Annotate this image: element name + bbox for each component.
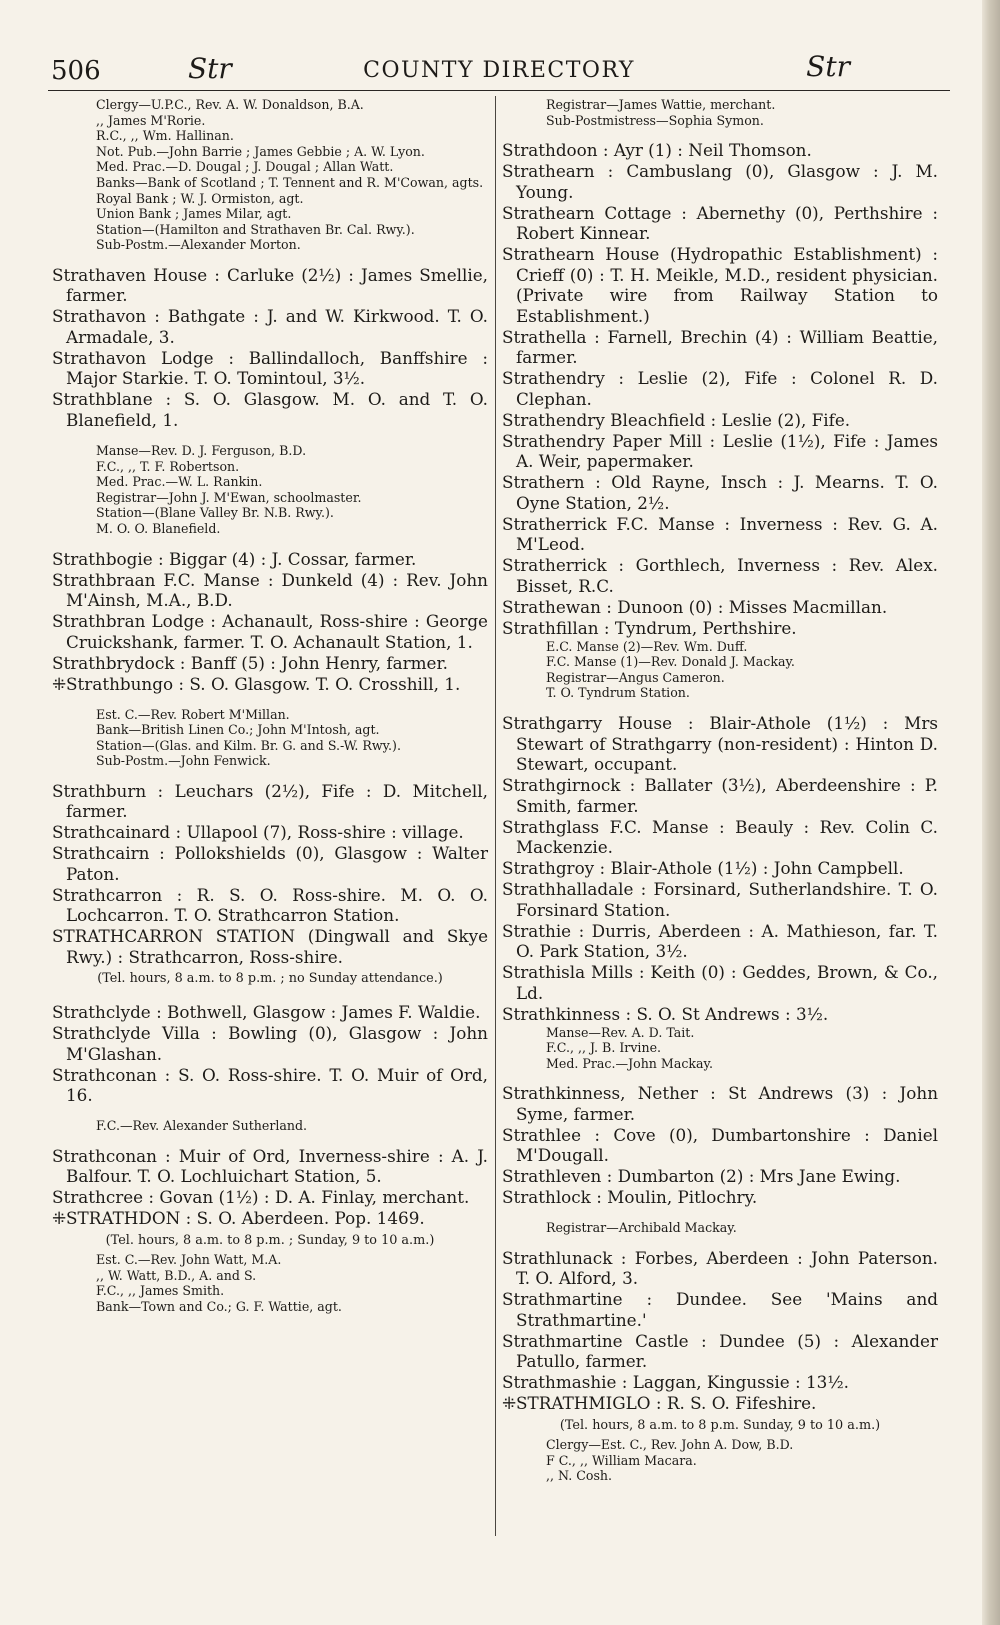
spacer [52,1134,488,1146]
directory-entry: Strathdoon : Ayr (1) : Neil Thomson. [502,140,812,161]
sub-entry: Med. Prac.—W. L. Rankin. [96,474,263,490]
sub-entry: Bank—Town and Co.; G. F. Wattie, agt. [96,1298,342,1314]
directory-entry: Strathglass F.C. Manse : Beauly : Rev. Colin C. Mackenzie. [502,816,938,858]
sub-entry: Med. Prac.—D. Dougal ; J. Dougal ; Allan Watt. [96,159,394,175]
directory-entry: Strathella : Farnell, Brechin (4) : William Beattie, farmer. [502,326,938,368]
sub-entry: Royal Bank ; W. J. Ormiston, agt. [96,190,304,206]
sub-entry: Station—(Blane Valley Br. N.B. Rwy.). [96,505,334,521]
directory-entry: ⁜Strathbungo : S. O. Glasgow. T. O. Crosshill, 1. [52,673,461,694]
sub-entry: Manse—Rev. D. J. Ferguson, B.D. [96,442,307,458]
sub-entry: ,, W. Watt, B.D., A. and S. [96,1267,257,1283]
left-running-head: Str [188,52,232,85]
directory-entry: Strathavon : Bathgate : J. and W. Kirkwood. T. O. Armadale, 3. [52,306,488,347]
spacer [502,1208,938,1220]
sub-entry: Clergy—Est. C., Rev. John A. Dow, B.D. [546,1436,794,1452]
directory-entry: Strathbogie : Biggar (4) : J. Cossar, farmer. [52,548,417,569]
directory-entry: Strathblane : S. O. Glasgow. M. O. and T. O. Blanefield, 1. [52,389,488,430]
spacer [52,769,488,781]
directory-entry: Strathlunack : Forbes, Aberdeen : John Paterson. T. O. Alford, 3. [502,1247,938,1289]
telegraph-hours: (Tel. hours, 8 a.m. to 8 p.m. ; no Sunday attendance.) [97,971,443,987]
page-edge [982,0,1000,1625]
directory-entry: Strathendry : Leslie (2), Fife : Colonel R. D. Clephan. [502,368,938,409]
telegraph-hours: (Tel. hours, 8 a.m. to 8 p.m. ; Sunday, 9 to 10 a.m.) [105,1232,435,1248]
spacer [52,695,488,707]
sub-entry: ,, James M'Rorie. [96,112,206,128]
directory-entry: Strathkinness : S. O. St Andrews : 3½. [502,1003,829,1024]
sub-entry: Station—(Glas. and Kilm. Br. G. and S.-W. Rwy.). [96,737,401,753]
directory-entry: Strathaven House : Carluke (2½) : James Smellie, farmer. [52,264,488,306]
sub-entry: Manse—Rev. A. D. Tait. [546,1024,695,1040]
spacer [52,990,488,1002]
page-header [48,50,950,91]
directory-entry: Strathearn : Cambuslang (0), Glasgow : J. M. Young. [502,161,938,202]
directory-entry: ⁜STRATHMIGLO : R. S. O. Fifeshire. [502,1393,817,1414]
sub-entry: R.C., ,, Wm. Hallinan. [96,128,234,144]
left-column [52,97,488,1314]
directory-entry: Strathlee : Cove (0), Dumbartonshire : Daniel M'Dougall. [502,1124,938,1166]
directory-entry: Strathcairn : Pollokshields (0), Glasgow : Walter Paton. [52,843,488,884]
directory-entry: Strathhalladale : Forsinard, Sutherlandshire. T. O. Forsinard Station. [502,879,938,920]
directory-entry: Strathburn : Leuchars (2½), Fife : D. Mitchell, farmer. [52,780,488,822]
sub-entry: F.C., ,, J. B. Irvine. [546,1040,662,1056]
sub-entry: Med. Prac.—John Mackay. [546,1055,713,1071]
sub-entry: Sub-Postm.—John Fenwick. [96,753,271,769]
spacer [52,431,488,443]
spacer [502,701,938,713]
sub-entry: Not. Pub.—John Barrie ; James Gebbie ; A. W. Lyon. [96,143,425,159]
sub-entry: Station—(Hamilton and Strathaven Br. Cal. Rwy.). [96,221,415,237]
sub-entry: Sub-Postm.—Alexander Morton. [96,237,301,253]
sub-entry: Registrar—John J. M'Ewan, schoolmaster. [96,489,362,505]
sub-entry: F C., ,, William Macara. [546,1452,697,1468]
directory-entry: Strathearn Cottage : Abernethy (0), Perthshire : Robert Kinnear. [502,202,938,244]
sub-entry: Banks—Bank of Scotland ; T. Tennent and R. M'Cowan, agts. [96,174,484,190]
sub-entry: Registrar—Angus Cameron. [546,669,725,685]
directory-entry: Strathclyde Villa : Bowling (0), Glasgow : John M'Glashan. [52,1023,488,1064]
directory-entry: ⁜STRATHDON : S. O. Aberdeen. Pop. 1469. [52,1208,425,1229]
right-running-head: Str [806,50,850,83]
directory-entry: Strathendry Paper Mill : Leslie (1½), Fife : James A. Weir, papermaker. [502,430,938,472]
directory-entry: Strathbrydock : Banff (5) : John Henry, farmer. [52,652,448,673]
directory-entry: Strathbraan F.C. Manse : Dunkeld (4) : Rev. John M'Ainsh, M.A., B.D. [52,569,488,610]
directory-entry: Strathearn House (Hydropathic Establishment) : Crieff (0) : T. H. Meikle, M.D., resident physician. (Private wire from Railway Station to Establishment.) [502,244,938,326]
directory-entry: Strathfillan : Tyndrum, Perthshire. [502,617,797,638]
directory-entry: Strathcarron : R. S. O. Ross-shire. M. O. O. Lochcarron. T. O. Strathcarron Station. [52,884,488,926]
sub-entry: F.C., ,, James Smith. [96,1283,225,1299]
sub-entry: Est. C.—Rev. Robert M'Millan. [96,706,290,722]
sub-entry: Clergy—U.P.C., Rev. A. W. Donaldson, B.A. [96,97,364,112]
spacer [52,537,488,549]
sub-entry: Bank—British Linen Co.; John M'Intosh, agt. [96,722,380,738]
directory-entry: Strathlock : Moulin, Pitlochry. [502,1187,758,1208]
directory-entry: Strathewan : Dunoon (0) : Misses Macmillan. [502,596,888,617]
sub-entry: Registrar—James Wattie, merchant. [546,97,776,112]
telegraph-hours: (Tel. hours, 8 a.m. to 8 p.m. Sunday, 9 to 10 a.m.) [559,1417,881,1433]
directory-entry: Strathleven : Dumbarton (2) : Mrs Jane Ewing. [502,1166,901,1187]
page-number: 506 [51,56,101,86]
directory-entry: Strathconan : Muir of Ord, Inverness-shire : A. J. Balfour. T. O. Lochluichart Station, 5. [52,1145,488,1187]
sub-entry: ,, N. Cosh. [546,1468,613,1484]
spacer [502,1236,938,1248]
directory-entry: Strathgroy : Blair-Athole (1½) : John Campbell. [502,858,904,879]
directory-entry: Strathendry Bleachfield : Leslie (2), Fife. [502,409,851,430]
sub-entry: F.C., ,, T. F. Robertson. [96,458,240,474]
directory-entry: Strathbran Lodge : Achanault, Ross-shire : George Cruickshank, farmer. T. O. Achanault Station, 1. [52,611,488,652]
sub-entry: Registrar—Archibald Mackay. [546,1220,737,1236]
sub-entry: F.C. Manse (1)—Rev. Donald J. Mackay. [546,654,795,670]
directory-entry: Strathern : Old Rayne, Insch : J. Mearns. T. O. Oyne Station, 2½. [502,472,938,513]
spacer [52,253,488,265]
directory-entry: Strathgirnock : Ballater (3½), Aberdeenshire : P. Smith, farmer. [502,775,938,816]
sub-entry: Sub-Postmistress—Sophia Symon. [546,112,764,128]
directory-entry: Stratherrick : Gorthlech, Inverness : Rev. Alex. Bisset, R.C. [502,555,938,596]
spacer [52,1106,488,1118]
directory-entry: Strathmartine : Dundee. See 'Mains and Strathmartine.' [502,1289,938,1330]
sub-entry: T. O. Tyndrum Station. [546,685,690,701]
directory-entry: Strathcree : Govan (1½) : D. A. Finlay, merchant. [52,1187,470,1208]
sub-entry: Union Bank ; James Milar, agt. [96,206,292,222]
sub-entry: F.C.—Rev. Alexander Sutherland. [96,1118,308,1134]
directory-entry: Strathisla Mills : Keith (0) : Geddes, Brown, & Co., Ld. [502,962,938,1003]
directory-entry: Strathcainard : Ullapool (7), Ross-shire : village. [52,822,464,843]
directory-entry: Strathmartine Castle : Dundee (5) : Alexander Patullo, farmer. [502,1330,938,1372]
sub-entry: Est. C.—Rev. John Watt, M.A. [96,1251,282,1267]
directory-entry: Strathkinness, Nether : St Andrews (3) : John Syme, farmer. [502,1083,938,1124]
directory-entry: STRATHCARRON STATION (Dingwall and Skye Rwy.) : Strathcarron, Ross-shire. [52,926,488,967]
spacer [502,128,938,140]
right-column [502,97,938,1484]
directory-entry: Strathclyde : Bothwell, Glasgow : James F. Waldie. [52,1002,481,1023]
page-title: COUNTY DIRECTORY [363,58,635,83]
directory-entry: Strathie : Durris, Aberdeen : A. Mathieson, far. T. O. Park Station, 3½. [502,920,938,962]
directory-entry: Strathavon Lodge : Ballindalloch, Banffshire : Major Starkie. T. O. Tomintoul, 3½. [52,347,488,389]
directory-entry: Strathconan : S. O. Ross-shire. T. O. Muir of Ord, 16. [52,1064,488,1106]
spacer [502,1071,938,1083]
column-divider [495,96,496,1536]
directory-entry: Strathmashie : Laggan, Kingussie : 13½. [502,1372,849,1393]
directory-entry: Strathgarry House : Blair-Athole (1½) : Mrs Stewart of Strathgarry (non-resident) : Hinton D. Stewart, occupant. [502,713,938,775]
directory-entry: Stratherrick F.C. Manse : Inverness : Rev. G. A. M'Leod. [502,513,938,555]
sub-entry: M. O. O. Blanefield. [96,520,221,536]
sub-entry: E.C. Manse (2)—Rev. Wm. Duff. [546,638,748,654]
